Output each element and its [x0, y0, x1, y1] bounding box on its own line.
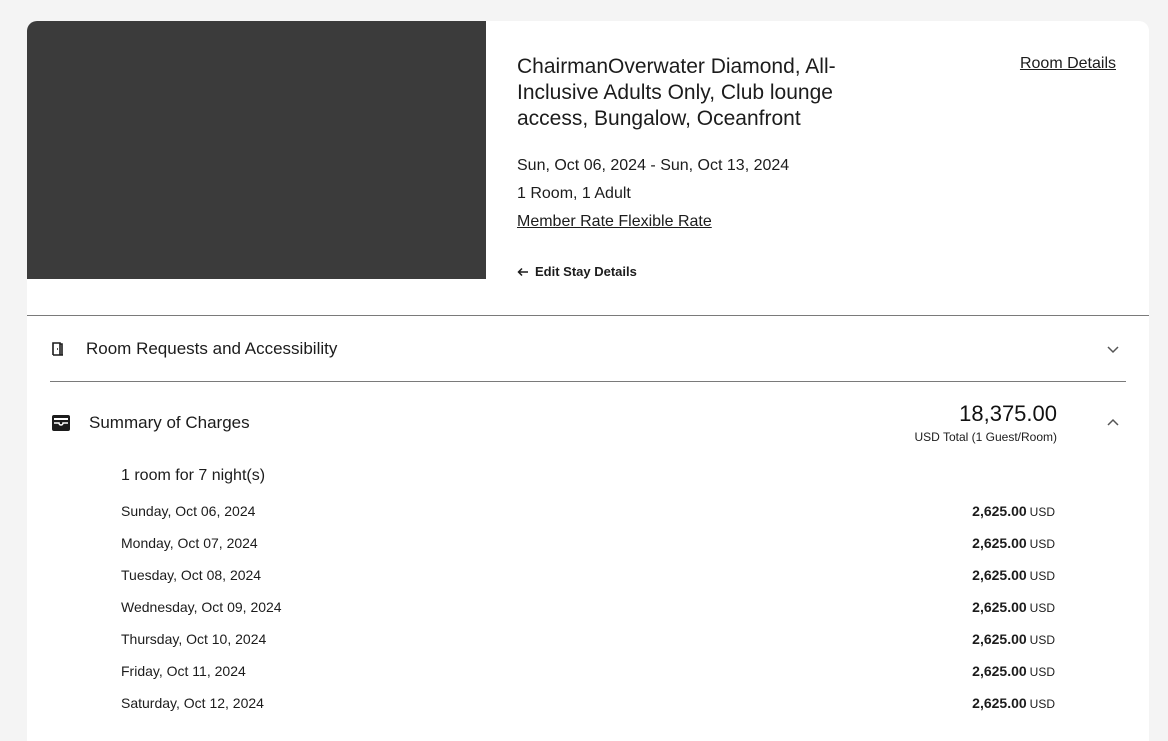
- night-amount: 2,625.00: [972, 695, 1027, 711]
- nights-list: [121, 495, 1055, 719]
- nights-title: 1 room for 7 night(s): [121, 467, 266, 484]
- room-details-link[interactable]: Room Details: [1019, 55, 1116, 72]
- night-row: [121, 623, 1055, 655]
- arrow-left-icon: [517, 267, 529, 277]
- night-date: Tuesday, Oct 08, 2024: [121, 567, 262, 583]
- night-row: [121, 527, 1055, 559]
- room-guests: 1 Room, 1 Adult: [517, 185, 631, 202]
- night-row: [121, 495, 1055, 527]
- night-date: Monday, Oct 07, 2024: [121, 535, 258, 551]
- night-row: [121, 687, 1055, 719]
- edit-stay-label: Edit Stay Details: [535, 264, 637, 279]
- edit-stay-button[interactable]: [517, 264, 637, 279]
- night-currency: USD: [1029, 569, 1055, 583]
- night-row: [121, 559, 1055, 591]
- night-currency: USD: [1029, 633, 1055, 647]
- room-requests-accordion[interactable]: [50, 316, 1126, 382]
- door-icon: [50, 341, 66, 357]
- night-amount: 2,625.00: [972, 631, 1027, 647]
- chevron-up-icon[interactable]: [1106, 416, 1120, 430]
- night-amount: 2,625.00: [972, 567, 1027, 583]
- summary-label: Summary of Charges: [89, 413, 250, 432]
- night-amount: 2,625.00: [972, 663, 1027, 679]
- night-date: Sunday, Oct 06, 2024: [121, 503, 256, 519]
- night-row: [121, 655, 1055, 687]
- stay-dates: Sun, Oct 06, 2024 - Sun, Oct 13, 2024: [517, 157, 790, 174]
- summary-of-charges-header[interactable]: [50, 393, 1126, 453]
- night-amount: 2,625.00: [972, 503, 1027, 519]
- reservation-card: [27, 21, 1149, 741]
- wallet-icon: [50, 412, 72, 434]
- total-block: [915, 401, 1058, 444]
- night-currency: USD: [1029, 505, 1055, 519]
- room-requests-label: Room Requests and Accessibility: [86, 339, 338, 358]
- night-currency: USD: [1029, 601, 1055, 615]
- night-currency: USD: [1029, 697, 1055, 711]
- chevron-down-icon[interactable]: [1106, 342, 1120, 356]
- night-date: Friday, Oct 11, 2024: [121, 663, 246, 679]
- night-date: Saturday, Oct 12, 2024: [121, 695, 264, 711]
- night-date: Thursday, Oct 10, 2024: [121, 631, 267, 647]
- night-currency: USD: [1029, 665, 1055, 679]
- divider: [50, 381, 1126, 382]
- night-date: Wednesday, Oct 09, 2024: [121, 599, 282, 615]
- night-currency: USD: [1029, 537, 1055, 551]
- total-amount: 18,375.00: [959, 401, 1057, 426]
- night-row: [121, 591, 1055, 623]
- night-amount: 2,625.00: [972, 599, 1027, 615]
- room-title: ChairmanOverwater Diamond, All-Inclusive Adults Only, Club lounge access, Bungalow, Oceanfront: [517, 55, 836, 130]
- rate-link[interactable]: Member Rate Flexible Rate: [517, 213, 712, 230]
- total-subtitle: USD Total (1 Guest/Room): [914, 430, 1057, 444]
- room-image: [27, 21, 486, 279]
- night-amount: 2,625.00: [972, 535, 1027, 551]
